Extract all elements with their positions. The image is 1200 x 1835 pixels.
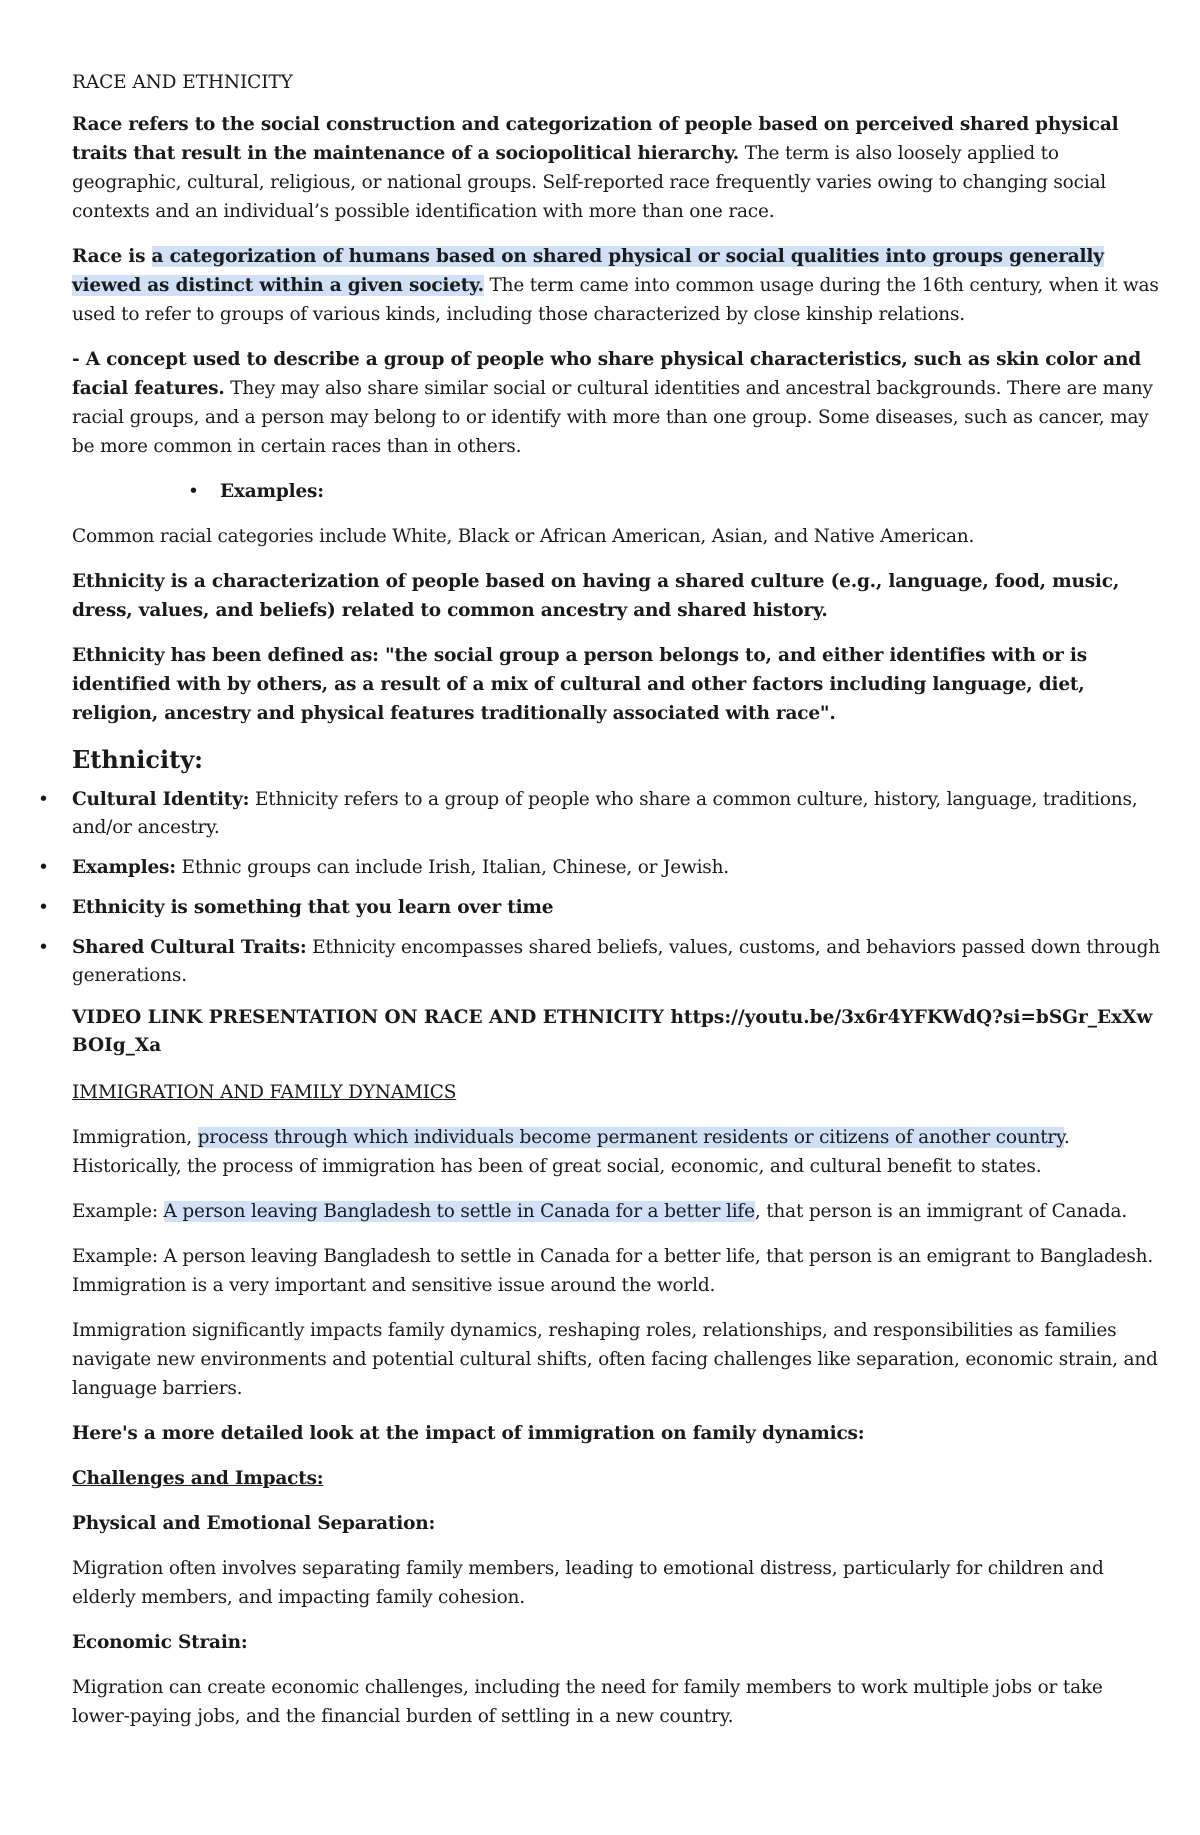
examples-bullet	[188, 477, 1160, 506]
separation-text: Migration often involves separating family members, leading to emotional distress, particularly for children and elderly members, and impacting family cohesion.	[72, 1558, 1104, 1608]
race-definition-paragraph	[72, 110, 1160, 226]
bullet-icon: •	[188, 481, 199, 502]
list-item-label: Examples:	[72, 857, 176, 878]
immigration-definition-paragraph	[72, 1123, 1160, 1181]
race-categorization-lead: Race is	[72, 246, 152, 267]
race-concept-bold: - A concept used to describe a group of people who share physical characteristics, such as skin color and facial features.	[72, 349, 1141, 399]
ethnicity-quote-paragraph: Ethnicity has been defined as: "the social group a person belongs to, and either identifies with or is identified with by others, as a result of a mix of cultural and other factors including language, diet, religion, ancestry and physical features traditionally associated with race".	[72, 645, 1087, 724]
list-item	[38, 786, 1160, 842]
immigration-definition-highlight: process through which individuals become permanent residents or citizens of another country	[197, 1127, 1064, 1148]
bullet-icon: •	[38, 857, 49, 878]
ethnicity-list	[38, 786, 1160, 990]
immigrant-example-highlight: A person leaving Bangladesh to settle in Canada for a better life	[163, 1201, 755, 1222]
economic-strain-heading: Economic Strain:	[72, 1632, 248, 1653]
emigrant-example-paragraph: Example: A person leaving Bangladesh to settle in Canada for a better life, that person is an emigrant to Bangladesh. Immigration is a very important and sensitive issue around the world.	[72, 1246, 1154, 1296]
separation-heading: Physical and Emotional Separation:	[72, 1513, 436, 1534]
examples-bullet-label: Examples:	[220, 481, 324, 502]
race-categorization-paragraph	[72, 242, 1160, 329]
list-item-label: Shared Cultural Traits:	[72, 937, 307, 958]
list-item-text: Ethnicity refers to a group of people who share a common culture, history, language, traditions, and/or ancestry.	[72, 789, 1138, 838]
race-categorization-rest: The term came into common usage during the 16th century, when it was used to refer to groups of various kinds, including those characterized by close kinship relations.	[72, 275, 1159, 325]
immigration-definition-rest: . Historically, the process of immigration has been of great social, economic, and cultural benefit to states.	[72, 1127, 1070, 1177]
race-definition-rest: The term is also loosely applied to geographic, cultural, religious, or national groups. Self-reported race frequently varies owing to changing social contexts and an individual’s possible identification with more than one race.	[72, 143, 1107, 222]
bullet-icon: •	[38, 789, 49, 810]
immigrant-example-rest: , that person is an immigrant of Canada.	[754, 1201, 1128, 1222]
race-categorization-highlight: a categorization of humans based on shared physical or social qualities into groups generally viewed as distinct within a given society.	[72, 246, 1104, 296]
ethnicity-definition-paragraph: Ethnicity is a characterization of people based on having a shared culture (e.g., language, food, music, dress, values, and beliefs) related to common ancestry and shared history.	[72, 571, 1120, 621]
race-concept-paragraph	[72, 345, 1160, 461]
immigration-heading: IMMIGRATION AND FAMILY DYNAMICS	[72, 1082, 457, 1103]
challenges-heading: Challenges and Impacts:	[72, 1468, 324, 1489]
video-link[interactable]: VIDEO LINK PRESENTATION ON RACE AND ETHNICITY https://youtu.be/3x6r4YFKWdQ?si=bSGr_ExXwBOIg_Xa	[72, 1007, 1153, 1056]
examples-text: Common racial categories include White, Black or African American, Asian, and Native American.	[72, 526, 975, 547]
list-item-label: Ethnicity is something that you learn over time	[72, 897, 554, 918]
list-item	[38, 934, 1160, 990]
detailed-look-heading: Here's a more detailed look at the impact of immigration on family dynamics:	[72, 1423, 865, 1444]
family-dynamics-paragraph: Immigration significantly impacts family dynamics, reshaping roles, relationships, and responsibilities as families navigate new environments and potential cultural shifts, often facing challenges like separation, economic strain, and language barriers.	[72, 1320, 1158, 1399]
race-definition-bold: Race refers to the social construction and categorization of people based on perceived shared physical traits that result in the maintenance of a sociopolitical hierarchy.	[72, 114, 1119, 164]
list-item-text: Ethnic groups can include Irish, Italian, Chinese, or Jewish.	[175, 857, 729, 878]
list-item	[38, 854, 1160, 882]
immigrant-example-paragraph	[72, 1197, 1160, 1226]
immigration-definition-lead: Immigration,	[72, 1127, 198, 1148]
list-item-text: Ethnicity encompasses shared beliefs, values, customs, and behaviors passed down through generations.	[72, 937, 1160, 986]
bullet-icon: •	[38, 897, 49, 918]
race-concept-rest: They may also share similar social or cultural identities and ancestral backgrounds. There are many racial groups, and a person may belong to or identify with more than one group. Some diseases, such as cancer, may be more common in certain races than in others.	[72, 378, 1153, 457]
document-title: RACE AND ETHNICITY	[72, 72, 293, 93]
list-item	[38, 894, 1160, 922]
bullet-icon: •	[38, 937, 49, 958]
immigrant-example-lead: Example:	[72, 1201, 164, 1222]
economic-strain-text: Migration can create economic challenges, including the need for family members to work multiple jobs or take lower-paying jobs, and the financial burden of settling in a new country.	[72, 1677, 1103, 1727]
ethnicity-heading: Ethnicity:	[72, 745, 204, 774]
list-item-label: Cultural Identity:	[72, 789, 250, 810]
